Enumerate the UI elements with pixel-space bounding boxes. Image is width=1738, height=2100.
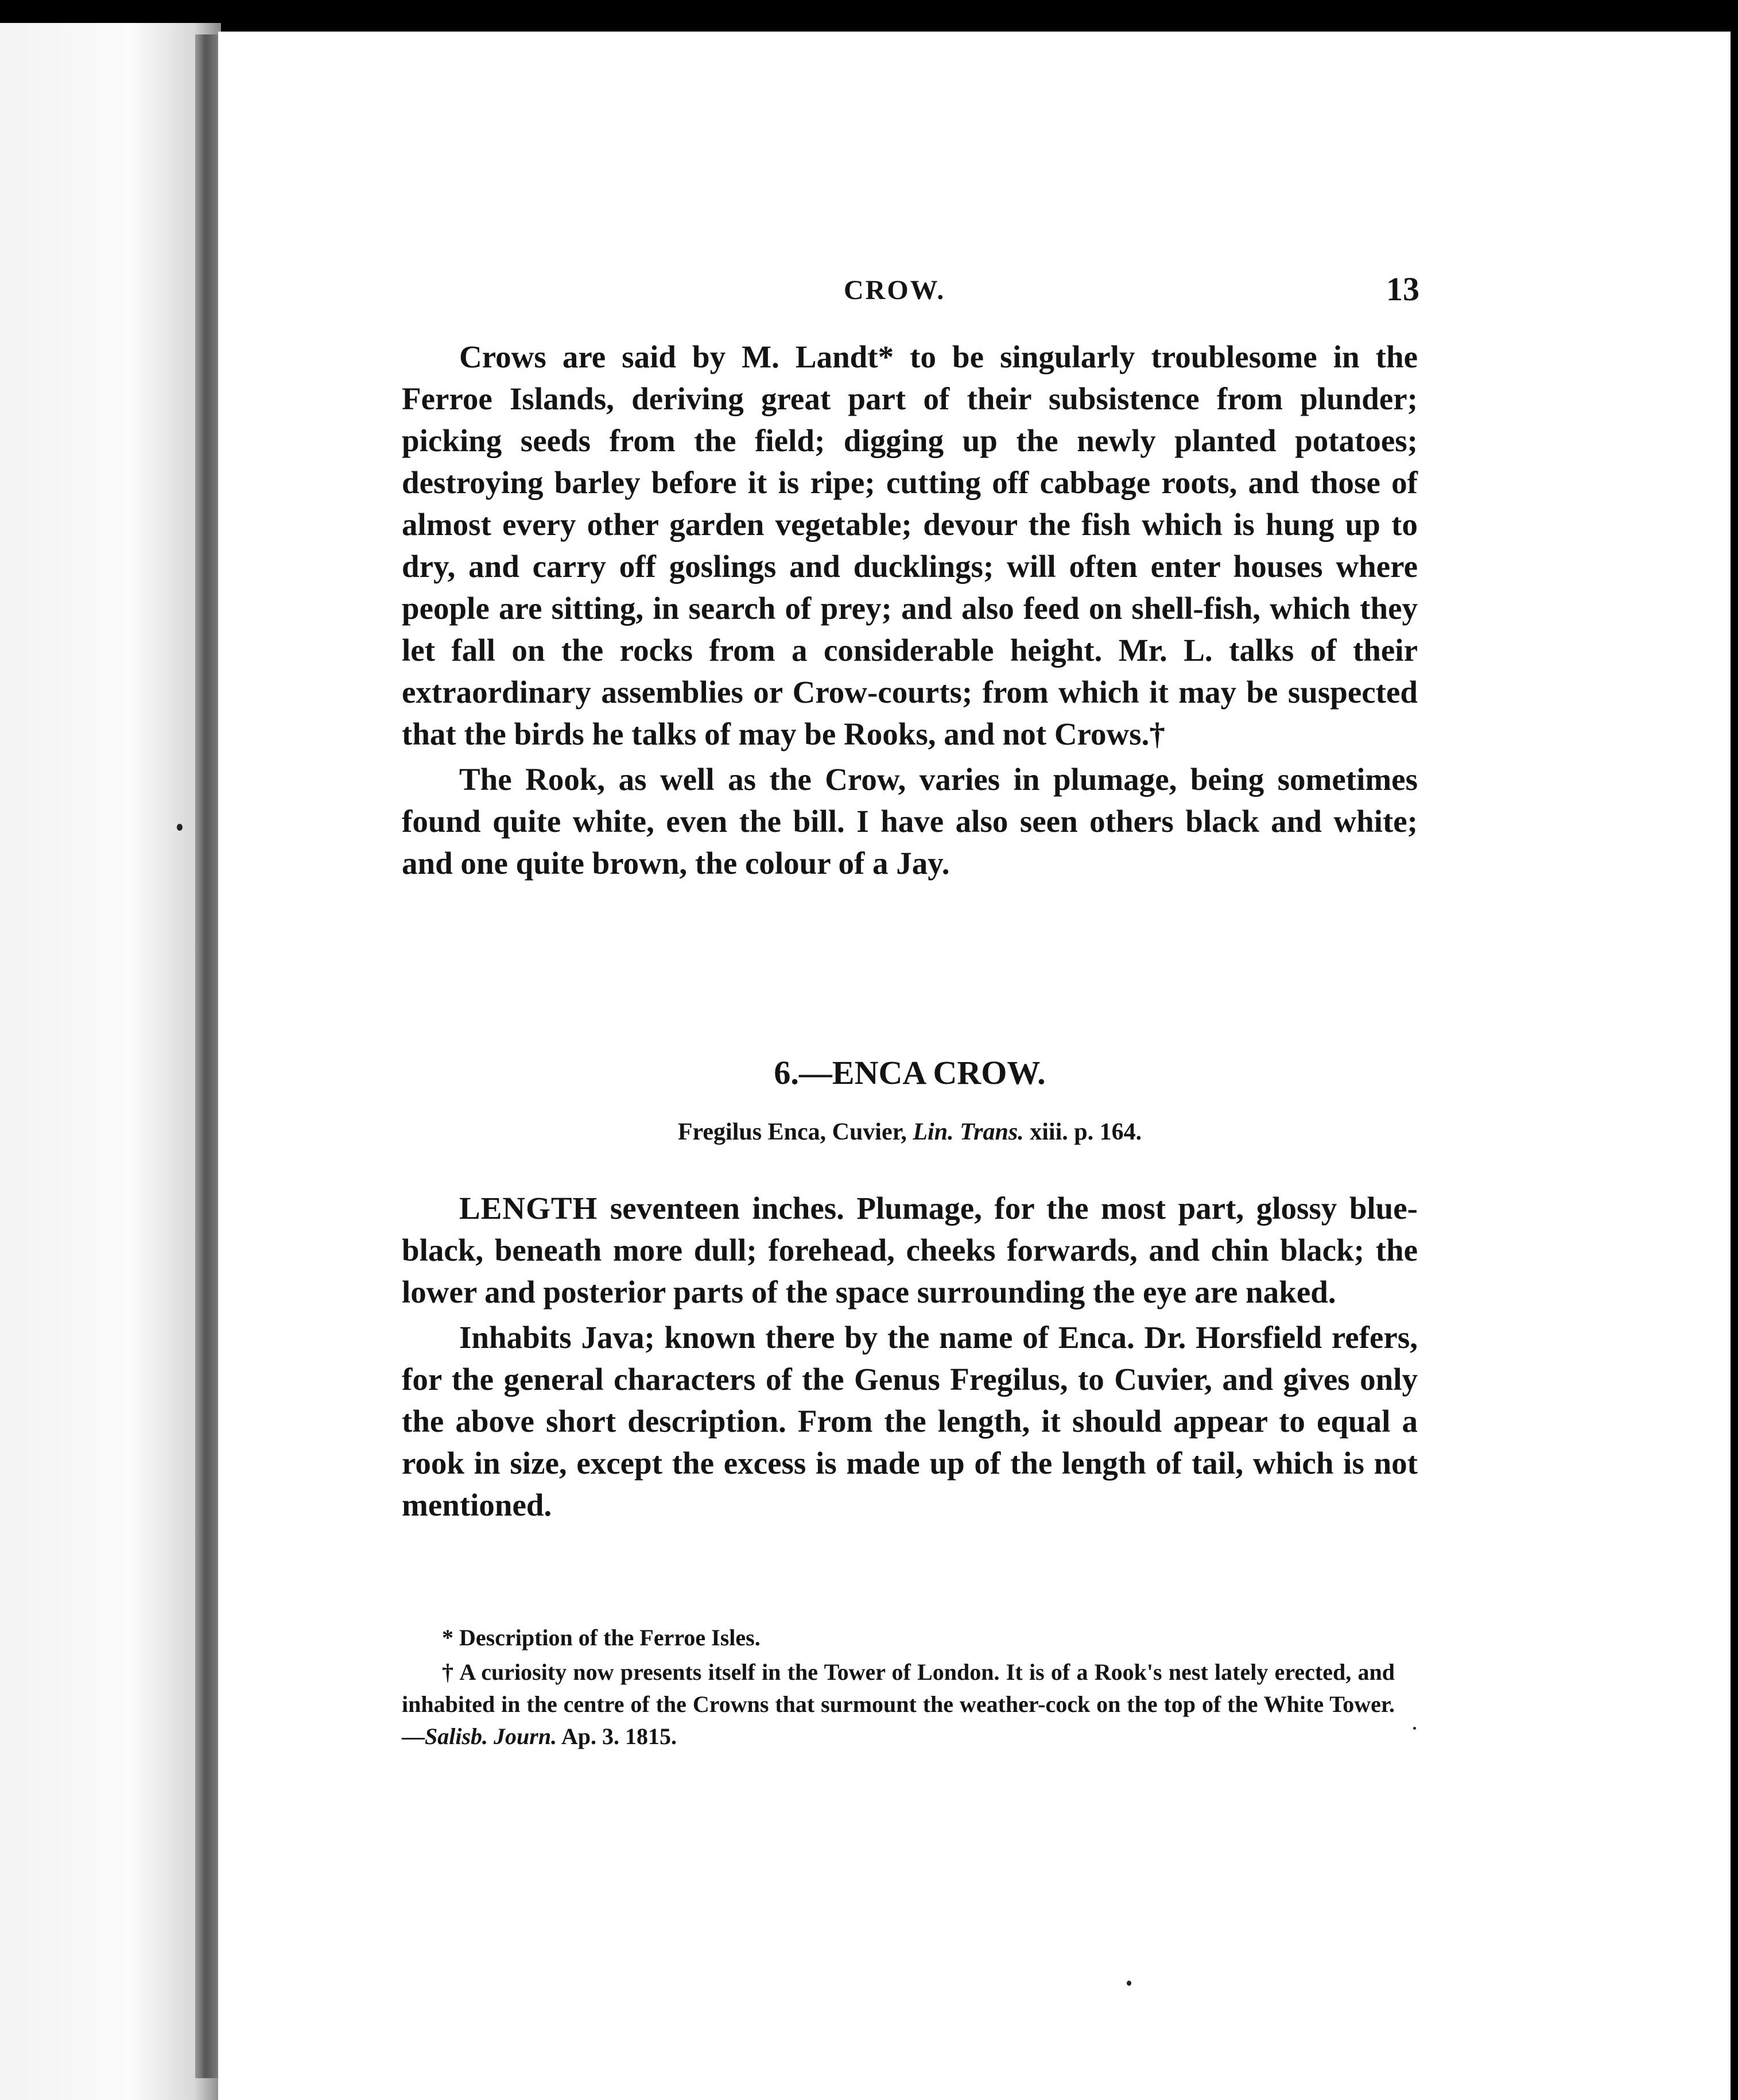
footnote-tower-date: Ap. 3. 1815. xyxy=(557,1723,677,1749)
species-synonym xyxy=(402,1118,1418,1146)
footnote-ferroe: * Description of the Ferroe Isles. xyxy=(442,1625,761,1650)
running-title: CROW. xyxy=(844,275,946,305)
facing-page-edge xyxy=(0,23,221,2100)
scan-speck xyxy=(177,824,183,831)
description-lead: LENGTH xyxy=(459,1191,598,1226)
footnote-tower-text: † A curiosity now presents itself in the Tower of London. It is of a Rook's nest lately erected, and inhabited in the centre of the Crowns that surmount the weather-cock on the top of the White Tower.— xyxy=(402,1659,1395,1749)
section-heading: 6.—ENCA CROW. xyxy=(774,1054,1046,1091)
footnote-tower xyxy=(402,1656,1395,1753)
footnote-tower-source: Salisb. Journ. xyxy=(425,1723,557,1749)
paragraph-ferroe-crows: Crows are said by M. Landt* to be singularly troublesome in the Ferroe Islands, deriving great part of their subsistence from plunder; picking seeds from the field; digging up the newly planted potatoes; destroying barley before it is ripe; cutting off cabbage roots, and those of almost every other garden vegetable; devour the fish which is hung up to dry, and carry off goslings and ducklings; will often enter houses where people are sitting, in search of prey; and also feed on shell-fish, which they let fall on the rocks from a considerable height. Mr. L. talks of their extraordinary assemblies or Crow-courts; from which it may be suspected that the birds he talks of may be Rooks, and not Crows.† xyxy=(402,339,1418,751)
synonym-source: Lin. Trans. xyxy=(913,1119,1024,1145)
paragraph-habitat: Inhabits Java; known there by the name of Enca. Dr. Horsfield refers, for the general characters of the Genus Fregilus, to Cuvier, and gives only the above short description. From the length, it should appear to equal a rook in size, except the excess is made up of the length of tail, which is not mentioned. xyxy=(402,1320,1418,1522)
enca-crow-text xyxy=(402,1187,1418,1529)
crow-account-text xyxy=(402,336,1418,888)
paragraph-description xyxy=(402,1187,1418,1313)
description-text: seventeen inches. Plumage, for the most part, glossy blue-black, beneath more dull; forehead, cheeks forwards, and chin black; the lower and posterior parts of the space surrounding the eye are naked. xyxy=(402,1191,1418,1309)
footnotes xyxy=(402,1622,1395,1755)
synonym-ref: xiii. p. 164. xyxy=(1030,1119,1142,1145)
synonym-name: Fregilus Enca, Cuvier, xyxy=(677,1119,907,1145)
scan-speck xyxy=(1413,1727,1416,1730)
book-gutter xyxy=(195,34,218,2078)
paragraph-rook-plumage: The Rook, as well as the Crow, varies in plumage, being sometimes found quite white, even the bill. I have also seen others black and white; and one quite brown, the colour of a Jay. xyxy=(402,762,1418,881)
page-number: 13 xyxy=(1386,270,1419,308)
scan-speck xyxy=(1127,1981,1131,1986)
